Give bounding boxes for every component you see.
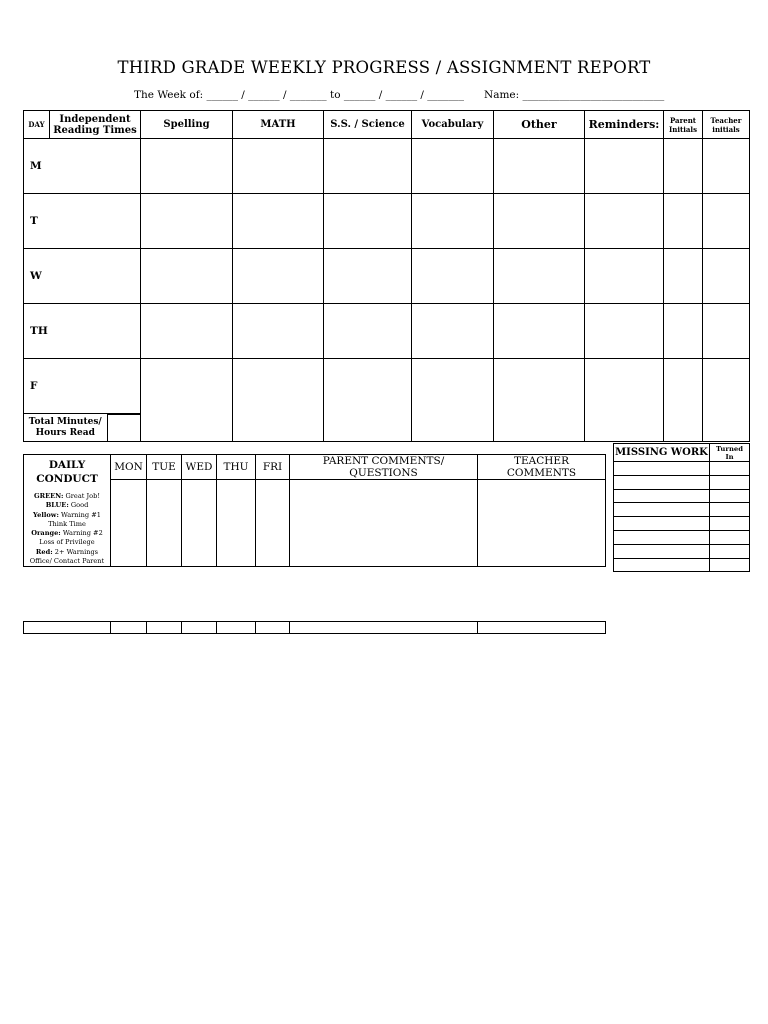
cell-math[interactable] <box>233 139 324 194</box>
legend-orange-sub: Loss of Privilege <box>39 538 95 547</box>
day-label: M <box>24 139 141 194</box>
cell-parent-initials[interactable] <box>664 139 703 194</box>
header-other: Other <box>494 111 585 139</box>
missing-item-cell[interactable] <box>614 503 710 517</box>
turned-in-cell[interactable] <box>710 530 750 544</box>
legend-red-sub: Office/ Contact Parent <box>29 557 105 566</box>
header-vocabulary: Vocabulary <box>412 111 494 139</box>
cell-vocabulary[interactable] <box>412 139 494 194</box>
cell-teacher-initials[interactable] <box>703 359 750 442</box>
day-row-friday <box>24 359 750 414</box>
turned-in-cell[interactable] <box>710 462 750 476</box>
conduct-cell-wed[interactable] <box>182 480 217 567</box>
day-row-thursday <box>24 304 750 359</box>
conduct-wed: WED <box>182 455 217 480</box>
conduct-thu: THU <box>217 455 256 480</box>
strip-cell[interactable] <box>290 622 478 634</box>
cell-spelling[interactable] <box>141 249 233 304</box>
strip-row <box>24 622 606 634</box>
total-minutes-value[interactable] <box>107 415 141 441</box>
turned-in-cell[interactable] <box>710 503 750 517</box>
missing-work-table <box>613 443 750 572</box>
total-minutes-label: Total Minutes/ Hours Read <box>24 415 107 441</box>
missing-header-row <box>614 444 750 462</box>
cell-spelling[interactable] <box>141 304 233 359</box>
strip-cell[interactable] <box>24 622 111 634</box>
turned-in-header: Turned In <box>710 444 750 462</box>
conduct-cell-tue[interactable] <box>147 480 182 567</box>
extra-conduct-strip <box>23 621 606 634</box>
header-day: DAY <box>24 111 50 139</box>
day-row-wednesday <box>24 249 750 304</box>
cell-teacher-initials[interactable] <box>703 139 750 194</box>
conduct-legend <box>24 455 111 567</box>
cell-math[interactable] <box>233 249 324 304</box>
day-label: F <box>24 359 141 414</box>
day-label: T <box>24 194 141 249</box>
missing-item-cell[interactable] <box>614 530 710 544</box>
cell-ss-science[interactable] <box>324 304 412 359</box>
cell-ss-science[interactable] <box>324 359 412 442</box>
missing-work-header: MISSING WORK <box>614 444 710 462</box>
cell-reminders[interactable] <box>585 304 664 359</box>
strip-cell[interactable] <box>111 622 147 634</box>
header-ss-science: S.S. / Science <box>324 111 412 139</box>
missing-item-cell[interactable] <box>614 558 710 572</box>
missing-row <box>614 462 750 476</box>
missing-row <box>614 503 750 517</box>
header-row <box>24 111 750 139</box>
total-inner <box>24 414 141 441</box>
total-cell-wrap <box>24 414 141 442</box>
cell-teacher-initials[interactable] <box>703 249 750 304</box>
teacher-comments-cell[interactable] <box>478 480 606 567</box>
week-of-line[interactable]: The Week of: ______ / ______ / _______ to ______ / ______ / _______ <box>134 89 465 101</box>
cell-ss-science[interactable] <box>324 194 412 249</box>
missing-item-cell[interactable] <box>614 475 710 489</box>
cell-reminders[interactable] <box>585 249 664 304</box>
day-row-tuesday <box>24 194 750 249</box>
conduct-body-row <box>24 480 606 567</box>
cell-vocabulary[interactable] <box>412 359 494 442</box>
legend-orange: Orange: Warning #2 <box>31 529 103 538</box>
strip-cell[interactable] <box>147 622 182 634</box>
weekly-assignment-table <box>23 110 750 442</box>
cell-spelling[interactable] <box>141 359 233 442</box>
cell-other[interactable] <box>494 194 585 249</box>
day-label: TH <box>24 304 141 359</box>
cell-ss-science[interactable] <box>324 139 412 194</box>
header-reading: Independent Reading Times <box>50 111 141 139</box>
strip-cell[interactable] <box>256 622 290 634</box>
teacher-comments-header: TEACHER COMMENTS <box>478 455 606 480</box>
cell-spelling[interactable] <box>141 139 233 194</box>
turned-in-cell[interactable] <box>710 544 750 558</box>
legend-blue: BLUE: Good <box>45 501 89 510</box>
cell-other[interactable] <box>494 249 585 304</box>
legend-green: GREEN: Great Job! <box>34 492 100 500</box>
cell-reminders[interactable] <box>585 139 664 194</box>
missing-row <box>614 517 750 531</box>
cell-math[interactable] <box>233 359 324 442</box>
conduct-header-row <box>24 455 606 480</box>
name-line[interactable]: Name: ___________________________ <box>484 89 665 101</box>
cell-parent-initials[interactable] <box>664 194 703 249</box>
strip-cell[interactable] <box>182 622 217 634</box>
cell-other[interactable] <box>494 139 585 194</box>
missing-row <box>614 489 750 503</box>
cell-other[interactable] <box>494 304 585 359</box>
cell-parent-initials[interactable] <box>664 359 703 442</box>
cell-vocabulary[interactable] <box>412 304 494 359</box>
missing-row <box>614 530 750 544</box>
cell-math[interactable] <box>233 304 324 359</box>
header-reminders: Reminders: <box>585 111 664 139</box>
cell-vocabulary[interactable] <box>412 249 494 304</box>
missing-item-cell[interactable] <box>614 544 710 558</box>
header-math: MATH <box>233 111 324 139</box>
missing-item-cell[interactable] <box>614 517 710 531</box>
cell-math[interactable] <box>233 194 324 249</box>
turned-in-cell[interactable] <box>710 475 750 489</box>
turned-in-cell[interactable] <box>710 489 750 503</box>
conduct-cell-mon[interactable] <box>111 480 147 567</box>
cell-parent-initials[interactable] <box>664 249 703 304</box>
cell-vocabulary[interactable] <box>412 194 494 249</box>
page-title: THIRD GRADE WEEKLY PROGRESS / ASSIGNMENT REPORT <box>117 58 651 77</box>
header-spelling: Spelling <box>141 111 233 139</box>
turned-in-cell[interactable] <box>710 517 750 531</box>
legend-yellow: Yellow: Warning #1 <box>33 510 101 519</box>
parent-comments-cell[interactable] <box>290 480 478 567</box>
conduct-cell-fri[interactable] <box>256 480 290 567</box>
day-row-monday <box>24 139 750 194</box>
cell-teacher-initials[interactable] <box>703 194 750 249</box>
cell-reminders[interactable] <box>585 194 664 249</box>
conduct-title: DAILY CONDUCT <box>36 459 98 485</box>
legend-yellow-sub: Think Time <box>48 519 86 528</box>
missing-item-cell[interactable] <box>614 489 710 503</box>
turned-in-cell[interactable] <box>710 558 750 572</box>
legend-red: Red: 2+ Warnings <box>35 547 99 556</box>
day-label: W <box>24 249 141 304</box>
conduct-fri: FRI <box>256 455 290 480</box>
cell-reminders[interactable] <box>585 359 664 442</box>
conduct-mon: MON <box>111 455 147 480</box>
parent-comments-header: PARENT COMMENTS/ QUESTIONS <box>290 455 478 480</box>
missing-row <box>614 544 750 558</box>
header-teacher-initials: Teacher initials <box>703 111 750 139</box>
missing-row <box>614 558 750 572</box>
cell-spelling[interactable] <box>141 194 233 249</box>
missing-item-cell[interactable] <box>614 462 710 476</box>
cell-parent-initials[interactable] <box>664 304 703 359</box>
cell-ss-science[interactable] <box>324 249 412 304</box>
cell-other[interactable] <box>494 359 585 442</box>
daily-conduct-table <box>23 454 606 567</box>
header-parent-initials: Parent Initials <box>664 111 703 139</box>
strip-cell[interactable] <box>478 622 606 634</box>
strip-cell[interactable] <box>217 622 256 634</box>
conduct-tue: TUE <box>147 455 182 480</box>
missing-row <box>614 475 750 489</box>
conduct-cell-thu[interactable] <box>217 480 256 567</box>
cell-teacher-initials[interactable] <box>703 304 750 359</box>
